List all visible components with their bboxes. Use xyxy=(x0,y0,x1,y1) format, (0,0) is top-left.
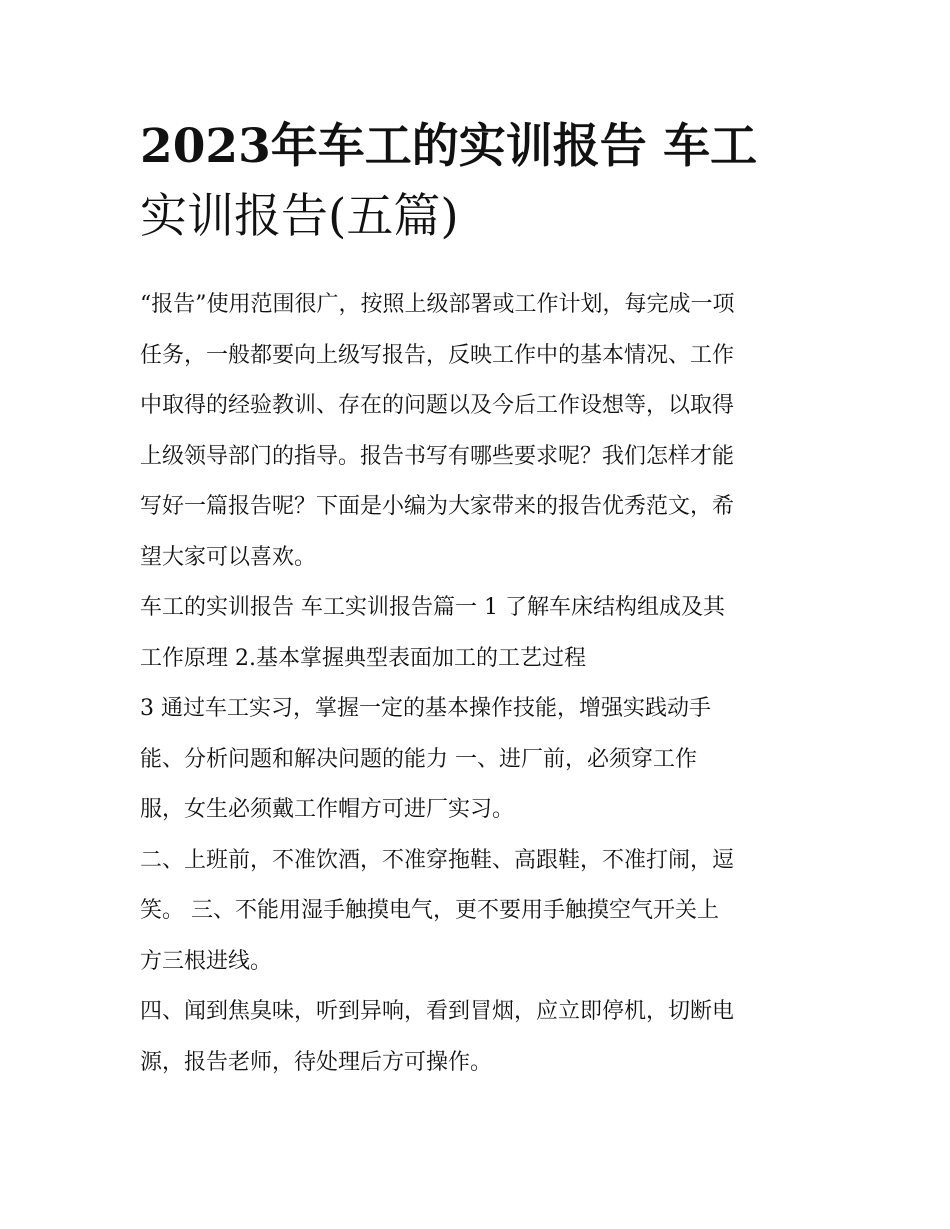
text-line: 服，女生必须戴工作帽方可进厂实习。 xyxy=(140,797,515,822)
paragraph-rules-2-3 xyxy=(140,836,815,988)
text-line: “报告”使用范围很广，按照上级部署或工作计划，每完成一项 xyxy=(140,292,735,317)
text-line: 任务，一般都要向上级写报告，反映工作中的基本情况、工作 xyxy=(140,342,735,368)
text-line: 上级领导部门的指导。报告书写有哪些要求呢？我们怎样才能 xyxy=(140,443,735,469)
text-line: 望大家可以喜欢。 xyxy=(140,544,317,570)
text-line: 二、上班前，不准饮酒，不准穿拖鞋、高跟鞋，不准打闹，逗 xyxy=(140,847,735,873)
text-line: 四、闻到焦臭味，听到异响，看到冒烟，应立即停机，切断电 xyxy=(140,999,735,1024)
document-page xyxy=(140,112,815,1088)
text-line: 车工的实训报告 车工实训报告篇一 1 了解车床结构组成及其 xyxy=(140,595,725,620)
paragraph-rule-4 xyxy=(140,987,815,1088)
paragraph-intro xyxy=(140,280,815,583)
text-line: 写好一篇报告呢？下面是小编为大家带来的报告优秀范文，希 xyxy=(140,494,735,519)
text-line: 方三根进线。 xyxy=(140,948,273,974)
document-body xyxy=(140,280,815,1088)
text-line: 工作原理 2.基本掌握典型表面加工的工艺过程 xyxy=(140,645,586,671)
document-title xyxy=(140,112,815,252)
paragraph-practice xyxy=(140,684,815,836)
text-line: 源，报告老师，待处理后方可操作。 xyxy=(140,1049,493,1075)
text-line: 能、分析问题和解决问题的能力 一、进厂前，必须穿工作 xyxy=(140,746,697,772)
text-line: 3 通过车工实习，掌握一定的基本操作技能，增强实践动手 xyxy=(140,696,711,721)
title-line-2: 实训报告(五篇) xyxy=(140,189,459,244)
text-line: 笑。 三、不能用湿手触摸电气，更不要用手触摸空气开关上 xyxy=(140,898,719,923)
paragraph-section-one xyxy=(140,583,815,684)
title-line-1: 2023年车工的实训报告 车工 xyxy=(140,119,758,174)
text-line: 中取得的经验教训、存在的问题以及今后工作设想等，以取得 xyxy=(140,393,735,418)
